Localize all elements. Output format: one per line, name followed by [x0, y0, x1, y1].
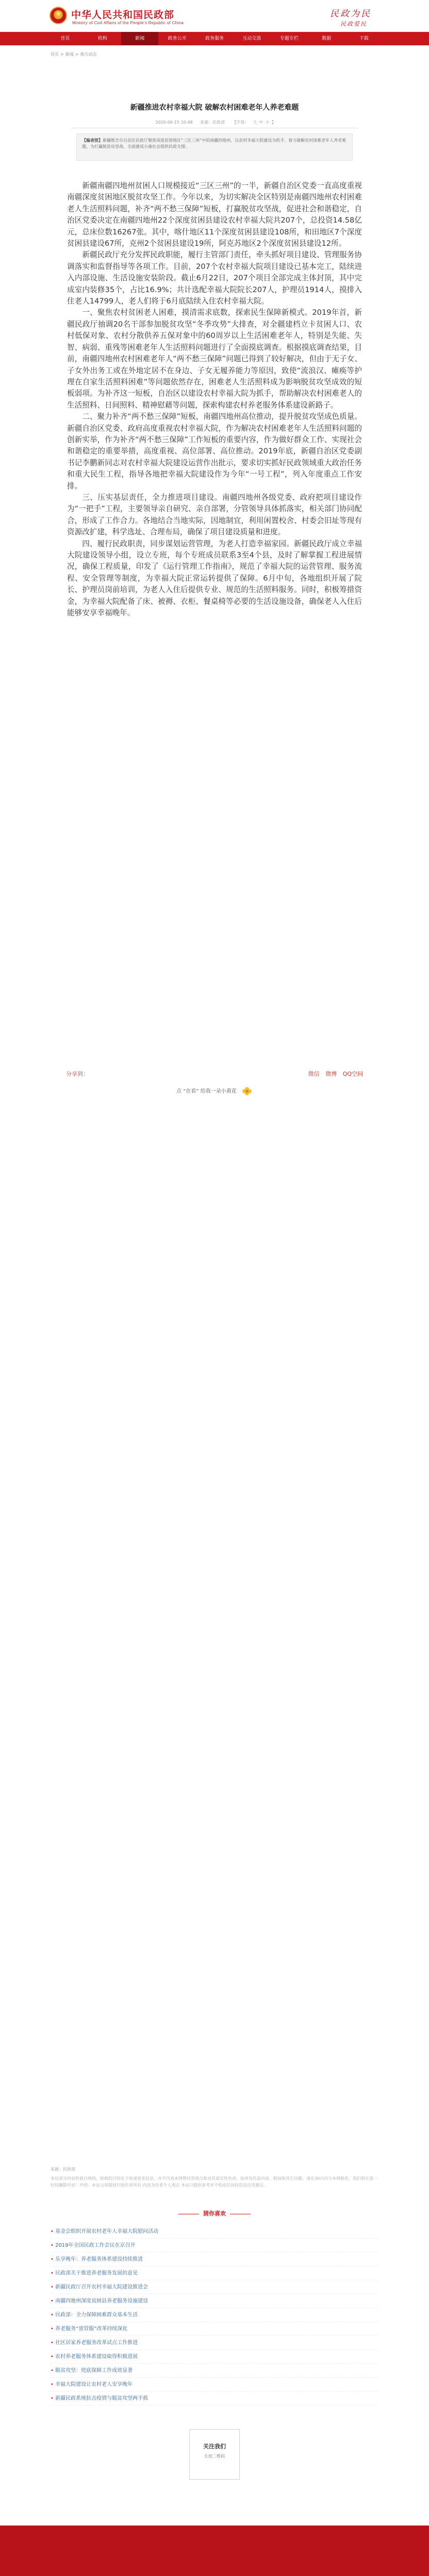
- header-slogan-sub: 民政爱民: [340, 21, 367, 27]
- share-weibo-button[interactable]: 微博: [325, 1071, 337, 1077]
- paragraph: 一、聚焦农村贫困老人困难，摸清需求底数，探索民生保障新模式。2019年首，新疆民政厅抽调20名干部参加脱贫攻坚“冬季攻势”大排查，对全疆建档立卡贫困人口、农村低保对象、农村分散供养五保对象中的60周岁以上生活困难老年人，特别是失能、失智、病弱、重残等困难老年人生活照料问题进行了全面摸底调查。根据摸底调查结果，目前，南疆四地州农村困难老年人“两不愁三保障”问题已得到了较好解决，但由于无子女、子女外出务工或在外地定居不在身边、子女无履养能力等原因，致使“流浪汉、瘫痪等护理在自家生活照料困难”等问题依然存在，困难老人生活照料成为影响脱贫攻坚成效的短板弱项。为补齐这一短板，自治区以建设农村幸福大院为抓手，帮助解决农村困难老人的生活照料、日间照料、精神慰藉等问题，探索构建农村养老服务体系建设新路子。: [67, 308, 362, 410]
- article-body: [67, 180, 362, 619]
- breadcrumb-home[interactable]: 首页: [51, 52, 59, 57]
- share-bar: [304, 1070, 363, 1078]
- breadcrumb: 首页 > 新闻 > 地方动态: [51, 52, 97, 57]
- like-row: [51, 1086, 378, 1096]
- paragraph: 二、聚力补齐“两不愁三保障”短板，南疆四地州高位推动，提升脱贫攻坚成色质量。新疆自治区党委、政府高度重视农村幸福大院，作为解决农村困难老年人生活照料问题的创新实举，作为补齐“两不愁三保障”工作短板的重要内容，作为做好群众工作、实现社会和谐稳定的重要举措，高度重视、高位部署、高位推动。2019年底，新疆自治区党委副书记李鹏新同志对农村幸福大院建设运营作出批示，要求切实抓好民政领域重大政治任务和重大民生工程，指导各地把幸福大院建设作为今年“一号工程”，列入年度重点工作安排。: [67, 412, 362, 490]
- national-emblem-icon[interactable]: [50, 7, 67, 24]
- recommend-link[interactable]: • 基金会组织开展农村老年人幸福大院慰问活动: [51, 2225, 378, 2239]
- font-small-button[interactable]: 小: [265, 120, 270, 125]
- summary-text: 新疆维吾尔自治区民政厅聚焦深度贫困地区“三区三州”中的南疆四地州，以农村幸福大院建设为抓手，着力破解农村困难老年人养老难题，为打赢脱贫攻坚战、全面建成小康社会提供民政支撑。: [82, 138, 346, 149]
- recommend-link[interactable]: • 脱贫攻坚：兜底保障工作成效显著: [51, 2364, 378, 2378]
- recommend-link[interactable]: • 新疆民政厅召开农村幸福大院建设推进会: [51, 2280, 378, 2294]
- recommend-link[interactable]: • 乐享晚年：养老服务体系建设持续推进: [51, 2252, 378, 2266]
- share-qzone-button[interactable]: QQ空间: [342, 1071, 363, 1077]
- nav-item-data[interactable]: 数据: [322, 36, 332, 41]
- recommend-link[interactable]: • 养老服务“放管服”改革持续深化: [51, 2322, 378, 2336]
- recommend-link[interactable]: • 社区居家养老服务改革试点工作推进: [51, 2336, 378, 2350]
- share-label: 分享到：: [66, 1071, 89, 1077]
- disclaimer: 本站部分内容转载自网络，转载的目的在于传递更多信息，并不代表本网赞同其观点和对其真实性负责。如涉及作品内容、版权和其它问题，请在30日内与本网联系，我们将在第一时间删除内容！声明：本站文章版权归原作者所有 内容为作者个人观点 本站只提供参考并不构成任何投资及应用建议。: [51, 2176, 378, 2188]
- recommend-link[interactable]: • 南疆四地州深度贫困县养老服务设施建设: [51, 2294, 378, 2308]
- breadcrumb-news[interactable]: 新闻: [65, 52, 74, 57]
- nav-item-service[interactable]: 政务服务: [205, 36, 224, 41]
- flower-icon[interactable]: [241, 1086, 253, 1096]
- font-medium-button[interactable]: 中: [259, 120, 263, 125]
- nav-item-download[interactable]: 下载: [359, 36, 369, 41]
- follow-us-title: 关注我们: [203, 2443, 226, 2450]
- follow-us-box[interactable]: [189, 2429, 240, 2480]
- share-wechat-button[interactable]: 微信: [308, 1071, 320, 1077]
- article-date: 2020-06-15 10:48: [155, 120, 193, 125]
- site-title[interactable]: 中华人民共和国民政部: [71, 9, 175, 21]
- article-title: 新疆推进农村幸福大院 破解农村困难老年人养老难题: [130, 104, 299, 112]
- nav-item-news[interactable]: 新闻: [121, 32, 158, 45]
- like-text[interactable]: 点 “在看” 给我一朵小黄花: [176, 1089, 237, 1094]
- recommend-link[interactable]: • 民政部关于推进养老服务发展的意见: [51, 2266, 378, 2280]
- recommend-link[interactable]: • 幸福大院建设让农村老人安享晚年: [51, 2378, 378, 2392]
- recommend-list: [51, 2225, 378, 2405]
- font-size-close: 】: [271, 120, 276, 125]
- site-header: [0, 0, 429, 32]
- recommend-link[interactable]: • 农村养老服务体系建设取得积极进展: [51, 2350, 378, 2364]
- recommend-link[interactable]: • 新疆民政系统抗击疫情与脱贫攻坚两手抓: [51, 2392, 378, 2405]
- nav-item-topic[interactable]: 专题专栏: [279, 36, 299, 41]
- recommend-link[interactable]: • 民政部：全力保障困难群众基本生活: [51, 2308, 378, 2322]
- recommend-link[interactable]: • 2019年全国民政工作会议在京召开: [51, 2239, 378, 2252]
- summary-label: 【编者按】: [82, 138, 103, 143]
- paragraph: 四、履行民政职责，同步谋划运营管理，为老人打造幸福家园。新疆民政厅成立幸福大院建设领导小组，设立专班，每个专班成员联系3至4个县，及时了解掌握工程进展情况，确保工程质量，印发了《运行管理工作指南》，规范了幸福大院的运营管理、服务流程、安全管理等制度，为幸福大院正常运转提供了保障。6月中旬，各地组织开展了院长、护理员岗前培训，为老人入住后提供专业、规范的生活照料服务。同时，积极筹措资金，为幸福大院配备了床、被褥、衣柜、餐桌椅等必要的生活设施设备，确保老人入住后能够安享幸福晚年。: [67, 539, 362, 618]
- nav-item-org[interactable]: 机构: [97, 36, 107, 41]
- site-title-en: Ministry of Civil Affairs of the People's Republic of China: [72, 21, 184, 25]
- main-nav: [0, 32, 429, 45]
- header-slogan: 民政为民: [330, 9, 371, 19]
- breadcrumb-local[interactable]: 地方动态: [80, 52, 97, 57]
- footer-bar: [0, 2526, 429, 2576]
- recommend-heading: 猜你喜欢: [51, 2209, 378, 2217]
- nav-item-interact[interactable]: 互动交流: [242, 36, 261, 41]
- article-summary: [76, 133, 353, 161]
- source-label: 来源：民政部: [51, 2167, 75, 2172]
- paragraph: 新疆南疆四地州贫困人口规模接近“三区三州”的一半，新疆自治区党委一直高度重视南疆深度贫困地区脱贫攻坚工作。今年以来，为切实解决全区特别是南疆四地州农村困难老人生活照料问题，补齐“两不愁三保障”短板，打赢脱贫攻坚战，促进社会和谐稳定，自治区党委决定在南疆四地州22个深度贫困县建设农村幸福大院共207个，总投资14.58亿元，总床位数16267张。其中，喀什地区11个深度贫困县建设108所，和田地区7个深度贫困县建设67所，克州2个贫困县建设19所，阿克苏地区2个深度贫困县建设12所。: [67, 181, 362, 248]
- article-container: [51, 61, 378, 2117]
- nav-item-open[interactable]: 政务公开: [168, 36, 187, 41]
- follow-us-subtitle: 长按二维码: [204, 2454, 225, 2459]
- nav-item-home[interactable]: 首页: [60, 36, 70, 41]
- article-source: 来源：民政部: [200, 120, 225, 125]
- font-size-label: 【字体：: [232, 120, 249, 125]
- article-meta: [51, 120, 378, 125]
- font-large-button[interactable]: 大: [253, 120, 257, 125]
- paragraph: 新疆民政厅充分发挥民政职能，履行主管部门责任，牵头抓好项目建设、管理服务协调落实和监督指导等各项工作。目前，207个农村幸福大院项目建设已基本完工，陆续进入内部设施、生活设施安装阶段。截止6月22日，207个项目全部完成主体封顶，其中完成室内装修35个，占比16.9%；共计选配幸福大院院长207人，护理员1914人，摸排入住老人14799人，老人们将于6月底陆续入住农村幸福大院。: [67, 250, 362, 306]
- paragraph: 三、压实基层责任，全力推进项目建设。南疆四地州各级党委、政府把项目建设作为“一把手”工程，主要领导亲自研究、亲自部署，分管领导具体抓落实，相关部门协同配合，形成了工作合力。各地结合当地实际，因地制宜，利用闲置校舍、村委会旧址等现有资源改扩建，科学选址、合理布局，确保了项目建设质量和进度。: [67, 493, 362, 537]
